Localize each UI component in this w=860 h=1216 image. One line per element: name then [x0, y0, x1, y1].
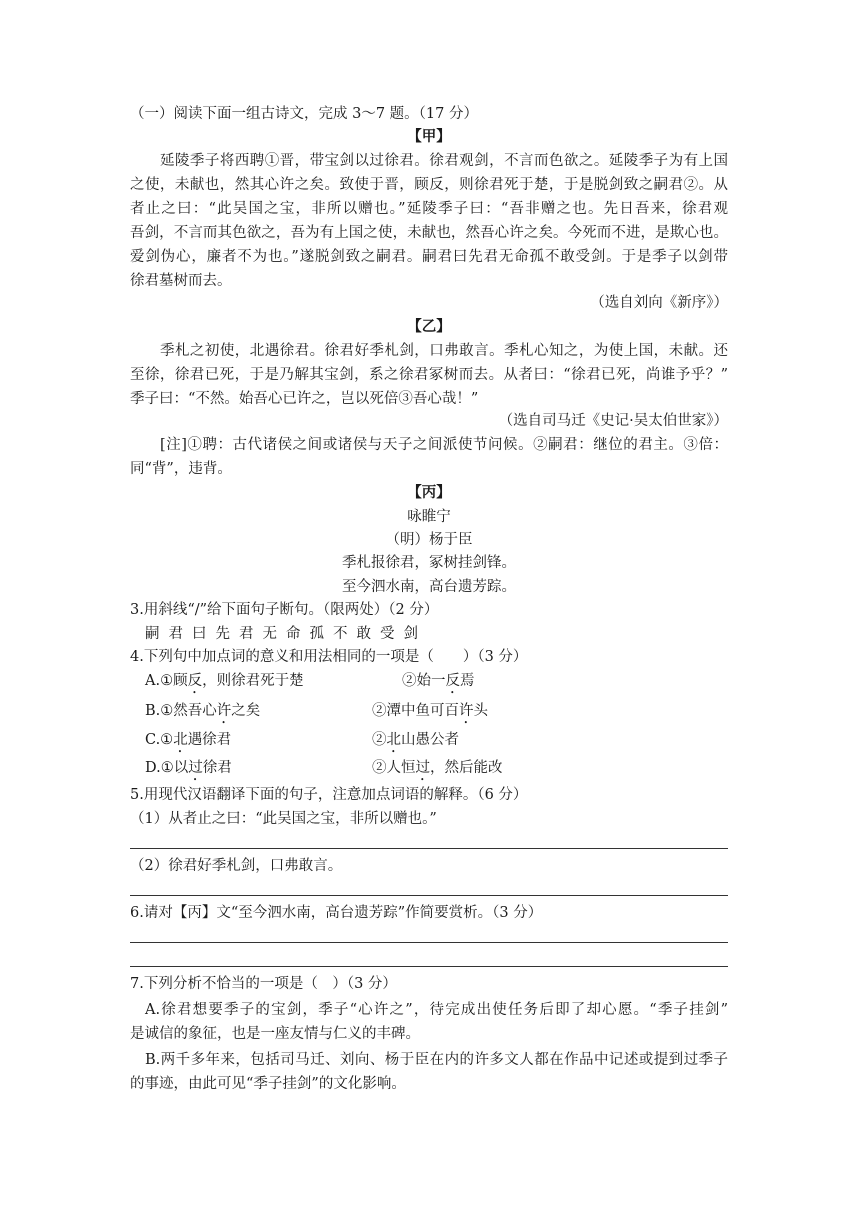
passage-yi-line: 季札之初使，北遇徐君。徐君好季札剑，口弗敢言。季札心知之，为使上国，未献。还 — [160, 343, 728, 359]
question-5-item-1: （1）从者止之曰：“此吴国之宝，非所以赠也。” — [130, 811, 437, 827]
question-4-option-b2: ②潭中鱼可百许头 — [372, 703, 488, 719]
question-4-option-d1: D.①以过徐君 — [145, 760, 232, 776]
poem-line: 季札报徐君，冢树挂剑锋。 — [342, 555, 516, 571]
question-7-option-b: B.两千多年来，包括司马迁、刘向、杨于臣在内的许多文人都在作品中记述或提到过季子 — [145, 1052, 728, 1068]
question-4-prompt: 4.下列句中加点词的意义和用法相同的一项是（ ）（3 分） — [130, 649, 528, 665]
question-3-prompt: 3.用斜线“/”给下面句子断句。（限两处）（2 分） — [130, 602, 439, 618]
poem-title: 咏睢宁 — [407, 509, 451, 525]
passage-yi-line: 至徐，徐君已死，于是乃解其宝剑，系之徐君冢树而去。从者曰：“徐君已死，尚谁予乎？” — [130, 367, 728, 383]
passage-jia-title: 【甲】 — [407, 128, 451, 145]
answer-line — [130, 848, 728, 849]
passage-jia-line: 延陵季子将西聘①晋，带宝剑以过徐君。徐君观剑，不言而色欲之。延陵季子为有上国 — [160, 153, 728, 169]
answer-line — [130, 966, 728, 967]
passage-bing-title: 【丙】 — [407, 484, 451, 501]
question-7-option-a: A.徐君想要季子的宝剑，季子“心许之”，待完成出使任务后即了却心愿。“季子挂剑” — [145, 1002, 728, 1018]
question-5-prompt: 5.用现代汉语翻译下面的句子，注意加点词语的解释。（6 分） — [130, 787, 528, 803]
question-7-prompt: 7.下列分析不恰当的一项是（ ）（3 分） — [130, 976, 397, 992]
passage-jia-line: 爱剑伪心，廉者不为也。”遂脱剑致之嗣君。嗣君曰先君无命孤不敢受剑。于是季子以剑带 — [130, 249, 728, 265]
passage-jia-line: 徐君墓树而去。 — [130, 273, 232, 289]
question-4-option-d2: ②人恒过，然后能改 — [372, 760, 503, 776]
passage-yi-line: 季子曰：“不然。始吾心已许之，岂以死倍③吾心哉！” — [130, 391, 479, 407]
question-4-option-c2: ②北山愚公者 — [372, 732, 459, 748]
question-5-item-2: （2）徐君好季札剑，口弗敢言。 — [130, 858, 343, 874]
question-4-option-a2: ②始一反焉 — [402, 673, 475, 689]
answer-line — [130, 942, 728, 943]
question-4-option-a1: A.①顾反，则徐君死于楚 — [145, 673, 304, 689]
passage-jia-source: （选自刘向《新序》） — [590, 295, 728, 311]
question-4-option-c1: C.①北遇徐君 — [145, 732, 232, 748]
poem-line: 至今泗水南，高台遗芳踪。 — [342, 579, 516, 595]
passage-yi-title: 【乙】 — [407, 318, 451, 335]
passage-jia-line: 之使，未献也，然其心许之矣。致使于晋，顾反，则徐君死于楚，于是脱剑致之嗣君②。从 — [130, 177, 728, 193]
question-6-prompt: 6.请对【丙】文“至今泗水南，高台遗芳踪”作简要赏析。（3 分） — [130, 905, 543, 921]
passage-yi-source: （选自司马迁《史记·吴太伯世家》） — [498, 413, 728, 429]
answer-line — [130, 895, 728, 896]
section-header: （一）阅读下面一组古诗文，完成 3～7 题。（17 分） — [130, 106, 478, 122]
question-7-option-b-cont: 的事迹，由此可见“季子挂剑”的文化影响。 — [130, 1076, 406, 1092]
passage-jia-line: 吾剑，不言而其色欲之，吾为有上国之使，未献也，然吾心许之矣。今死而不进，是欺心也。 — [130, 225, 728, 241]
passage-yi-note: [注]①聘：古代诸侯之间或诸侯与天子之间派使节问候。②嗣君：继位的君主。③倍： — [160, 437, 728, 453]
question-4-option-b1: B.①然吾心许之矣 — [145, 703, 261, 719]
question-3-sentence: 嗣君曰先君无命孤不敢受剑 — [145, 626, 427, 642]
passage-yi-note: 同“背”，违背。 — [130, 461, 232, 477]
poem-author: （明）杨于臣 — [385, 532, 473, 548]
question-7-option-a-cont: 是诚信的象征，也是一座友情与仁义的丰碑。 — [130, 1026, 420, 1042]
passage-jia-line: 者止之曰：“此吴国之宝，非所以赠也。”延陵季子曰：“吾非赠之也。先日吾来，徐君观 — [130, 201, 728, 217]
